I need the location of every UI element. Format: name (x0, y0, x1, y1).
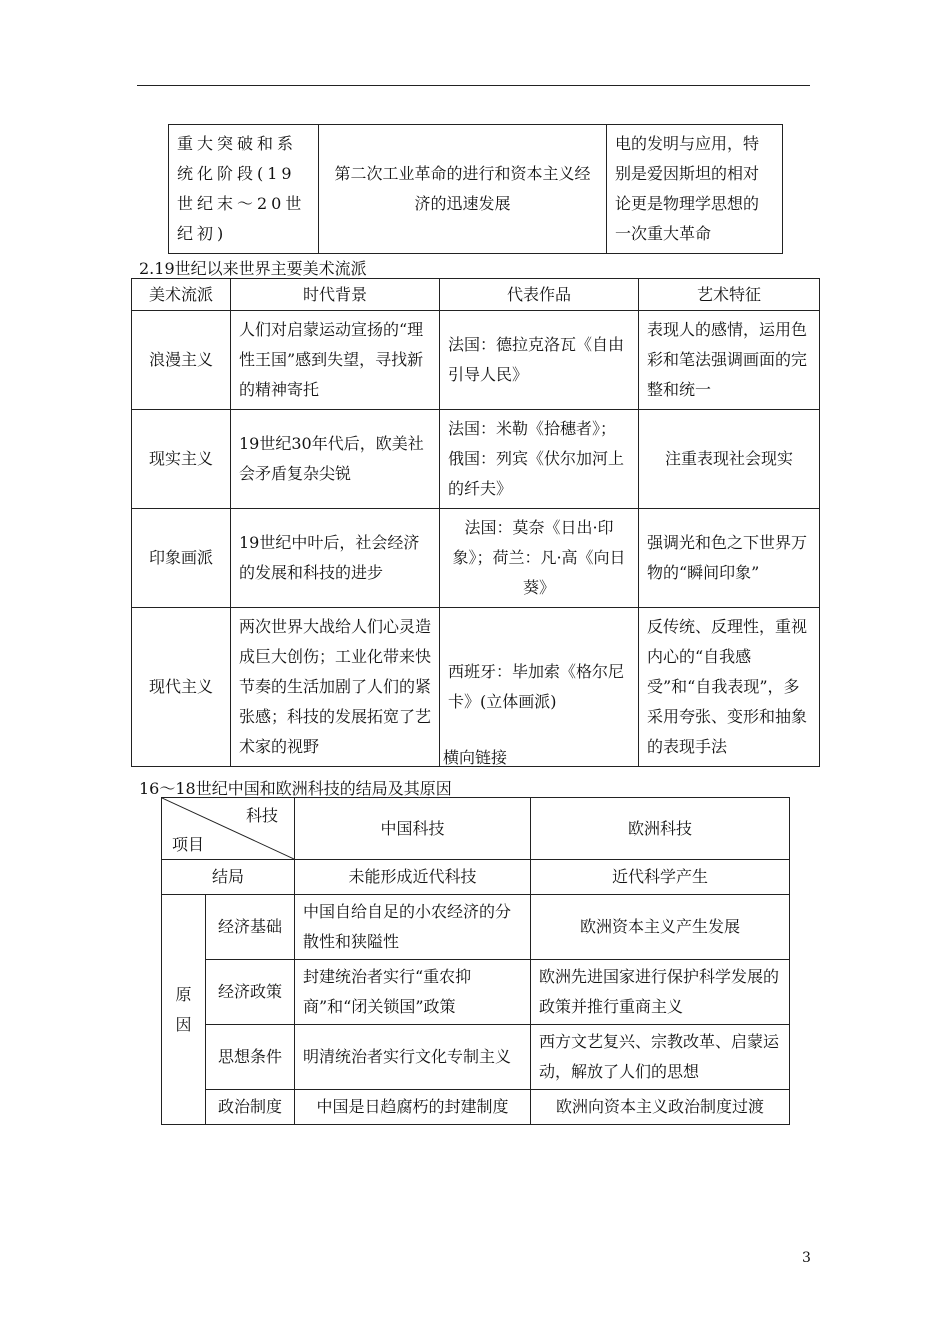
table-header-row (132, 279, 820, 311)
background-cell: 人们对启蒙运动宣扬的“理性王国”感到失望，寻找新的精神寄托 (231, 311, 440, 410)
table-row (162, 895, 790, 960)
stage-cell: 重大突破和系统化阶段(19世纪末～20世纪初) (169, 125, 319, 254)
header-cell: 代表作品 (440, 279, 639, 311)
features-cell: 注重表现社会现实 (639, 410, 820, 509)
table-row (132, 311, 820, 410)
reason-label (162, 895, 206, 1125)
achievement-cell: 电的发明与应用，特别是爱因斯坦的相对论更是物理学思想的一次重大革命 (607, 125, 783, 254)
school-cell: 印象画派 (132, 509, 231, 608)
features-cell: 反传统、反理性，重视内心的“自我感受”和“自我表现”，多采用夸张、变形和抽象的表现手法 (639, 608, 820, 767)
outcome-europe: 近代科学产生 (531, 860, 790, 895)
school-cell: 现代主义 (132, 608, 231, 767)
school-cell: 浪漫主义 (132, 311, 231, 410)
reason-china: 封建统治者实行“重农抑商”和“闭关锁国”政策 (295, 960, 531, 1025)
features-cell: 强调光和色之下世界万物的“瞬间印象” (639, 509, 820, 608)
reason-category: 经济基础 (206, 895, 295, 960)
reason-europe: 欧洲资本主义产生发展 (531, 895, 790, 960)
features-cell: 表现人的感情，运用色彩和笔法强调画面的完整和统一 (639, 311, 820, 410)
reason-category: 思想条件 (206, 1025, 295, 1090)
header-cell: 艺术特征 (639, 279, 820, 311)
page-number: 3 (802, 1250, 811, 1266)
table-row (162, 1025, 790, 1090)
works-cell: 西班牙：毕加索《格尔尼卡》(立体画派) (440, 608, 639, 767)
reason-category: 经济政策 (206, 960, 295, 1025)
works-cell: 法国：米勒《拾穗者》；俄国：列宾《伏尔加河上的纤夫》 (440, 410, 639, 509)
outcome-china: 未能形成近代科技 (295, 860, 531, 895)
header-cell: 欧洲科技 (531, 798, 790, 860)
table-row (162, 960, 790, 1025)
section-caption: 16～18世纪中国和欧洲科技的结局及其原因 (139, 779, 452, 798)
background-cell: 第二次工业革命的进行和资本主义经济的迅速发展 (319, 125, 607, 254)
art-schools-table (131, 278, 820, 767)
table-row (132, 410, 820, 509)
table-row (132, 509, 820, 608)
background-cell: 19世纪30年代后，欧美社会矛盾复杂尖锐 (231, 410, 440, 509)
reason-china: 中国是日趋腐朽的封建制度 (295, 1090, 531, 1125)
section-heading: 横向链接 (442, 748, 507, 767)
table-row (132, 608, 820, 767)
china-europe-science-table (161, 797, 790, 1125)
reason-china: 明清统治者实行文化专制主义 (295, 1025, 531, 1090)
corner-top-label: 科技 (245, 806, 278, 825)
reason-china: 中国自给自足的小农经济的分散性和狭隘性 (295, 895, 531, 960)
works-cell: 法国：莫奈《日出·印象》；荷兰：凡·高《向日葵》 (440, 509, 639, 608)
background-cell: 两次世界大战给人们心灵造成巨大创伤；工业化带来快节奏的生活加剧了人们的紧张感；科技的发展拓宽了艺术家的视野 (231, 608, 440, 767)
science-stage-table (168, 124, 783, 254)
background-cell: 19世纪中叶后，社会经济的发展和科技的进步 (231, 509, 440, 608)
school-cell: 现实主义 (132, 410, 231, 509)
header-cell: 中国科技 (295, 798, 531, 860)
reason-europe: 欧洲先进国家进行保护科学发展的政策并推行重商主义 (531, 960, 790, 1025)
header-rule (137, 85, 810, 86)
table-header-row (162, 798, 790, 860)
reason-label-text: 原因 (175, 984, 192, 1034)
header-cell: 时代背景 (231, 279, 440, 311)
section-caption: 2.19世纪以来世界主要美术流派 (139, 259, 367, 278)
corner-bottom-label: 项目 (172, 835, 205, 854)
corner-header-cell (162, 798, 295, 860)
reason-europe: 西方文艺复兴、宗教改革、启蒙运动，解放了人们的思想 (531, 1025, 790, 1090)
reason-category: 政治制度 (206, 1090, 295, 1125)
works-cell: 法国：德拉克洛瓦《自由引导人民》 (440, 311, 639, 410)
table-row (162, 860, 790, 895)
header-cell: 美术流派 (132, 279, 231, 311)
table-row (169, 125, 783, 254)
reason-europe: 欧洲向资本主义政治制度过渡 (531, 1090, 790, 1125)
outcome-label: 结局 (162, 860, 295, 895)
table-row (162, 1090, 790, 1125)
